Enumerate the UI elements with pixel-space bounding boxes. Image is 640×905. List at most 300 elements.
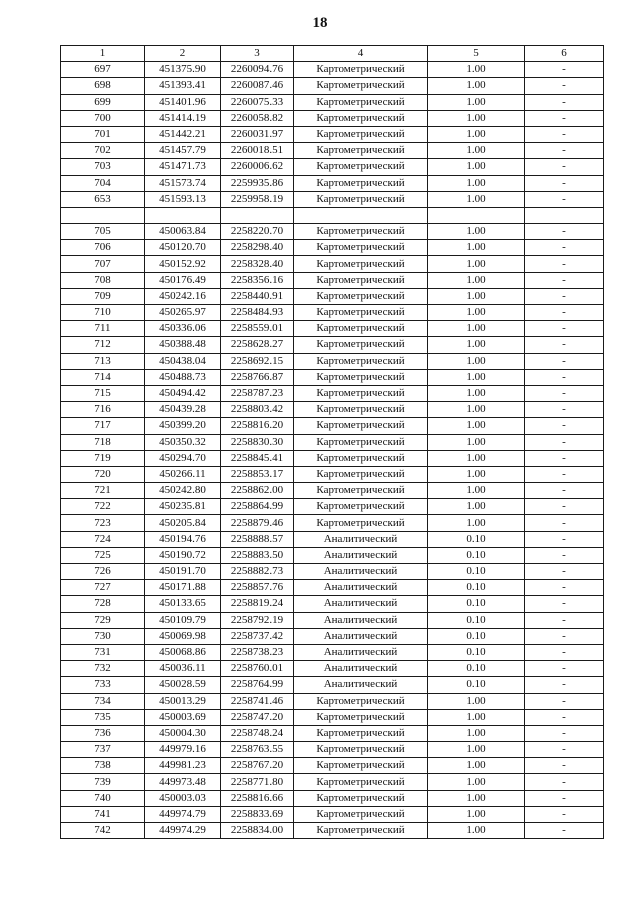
col-x-header: 2 xyxy=(145,46,221,62)
accuracy-cell: 1.00 xyxy=(428,126,525,142)
y-coordinate-cell: 2258484.93 xyxy=(221,305,294,321)
point-number-cell: 697 xyxy=(61,62,145,78)
description-cell: - xyxy=(525,110,604,126)
table-row xyxy=(61,191,604,207)
y-coordinate-cell: 2260094.76 xyxy=(221,62,294,78)
method-cell: Картометрический xyxy=(294,774,428,790)
accuracy-cell: 0.10 xyxy=(428,661,525,677)
accuracy-cell: 0.10 xyxy=(428,580,525,596)
method-cell: Картометрический xyxy=(294,337,428,353)
y-coordinate-cell: 2258692.15 xyxy=(221,353,294,369)
x-coordinate-cell: 450003.03 xyxy=(145,790,221,806)
table-row xyxy=(61,385,604,401)
table-row xyxy=(61,742,604,758)
method-cell: Картометрический xyxy=(294,353,428,369)
point-number-cell: 740 xyxy=(61,790,145,806)
method-cell: Картометрический xyxy=(294,78,428,94)
point-number-cell: 737 xyxy=(61,742,145,758)
coordinates-table xyxy=(60,45,604,839)
description-cell: - xyxy=(525,240,604,256)
description-cell: - xyxy=(525,175,604,191)
accuracy-cell: 1.00 xyxy=(428,337,525,353)
accuracy-cell: 1.00 xyxy=(428,499,525,515)
point-number-cell: 742 xyxy=(61,823,145,839)
y-coordinate-cell: 2258764.99 xyxy=(221,677,294,693)
x-coordinate-cell: 450013.29 xyxy=(145,693,221,709)
table-row xyxy=(61,564,604,580)
description-cell: - xyxy=(525,790,604,806)
y-coordinate-cell: 2259935.86 xyxy=(221,175,294,191)
x-coordinate-cell: 450028.59 xyxy=(145,677,221,693)
accuracy-cell: 1.00 xyxy=(428,288,525,304)
accuracy-cell: 0.10 xyxy=(428,612,525,628)
point-number-cell: 731 xyxy=(61,644,145,660)
y-coordinate-cell: 2258737.42 xyxy=(221,628,294,644)
y-coordinate-cell: 2258763.55 xyxy=(221,742,294,758)
y-coordinate-cell: 2258792.19 xyxy=(221,612,294,628)
table-row xyxy=(61,499,604,515)
method-cell: Аналитический xyxy=(294,612,428,628)
table-row xyxy=(61,256,604,272)
method-cell: Картометрический xyxy=(294,224,428,240)
table-row xyxy=(61,78,604,94)
x-coordinate-cell: 450036.11 xyxy=(145,661,221,677)
table-body xyxy=(61,62,604,839)
table-row xyxy=(61,823,604,839)
x-coordinate-cell: 450191.70 xyxy=(145,564,221,580)
method-cell: Картометрический xyxy=(294,305,428,321)
description-cell: - xyxy=(525,256,604,272)
table-row xyxy=(61,774,604,790)
point-number-cell: 706 xyxy=(61,240,145,256)
accuracy-cell: 0.10 xyxy=(428,628,525,644)
x-coordinate-cell: 450120.70 xyxy=(145,240,221,256)
x-coordinate-cell: 450194.76 xyxy=(145,531,221,547)
y-coordinate-cell: 2258328.40 xyxy=(221,256,294,272)
method-cell: Аналитический xyxy=(294,547,428,563)
point-number-cell: 716 xyxy=(61,402,145,418)
table-row xyxy=(61,110,604,126)
point-number-cell: 717 xyxy=(61,418,145,434)
table-row xyxy=(61,661,604,677)
y-coordinate-cell: 2260087.46 xyxy=(221,78,294,94)
table-row xyxy=(61,207,604,223)
header-row xyxy=(61,46,604,62)
x-coordinate-cell: 451471.73 xyxy=(145,159,221,175)
col-method-header: 4 xyxy=(294,46,428,62)
x-coordinate-cell: 450003.69 xyxy=(145,709,221,725)
y-coordinate-cell: 2259958.19 xyxy=(221,191,294,207)
accuracy-cell: 1.00 xyxy=(428,224,525,240)
description-cell: - xyxy=(525,758,604,774)
accuracy-cell: 1.00 xyxy=(428,110,525,126)
x-coordinate-cell: 451393.41 xyxy=(145,78,221,94)
description-cell: - xyxy=(525,580,604,596)
table-row xyxy=(61,725,604,741)
description-cell: - xyxy=(525,450,604,466)
y-coordinate-cell: 2258220.70 xyxy=(221,224,294,240)
x-coordinate-cell xyxy=(145,207,221,223)
table-row xyxy=(61,272,604,288)
description-cell: - xyxy=(525,337,604,353)
table-row xyxy=(61,677,604,693)
method-cell: Картометрический xyxy=(294,434,428,450)
table-row xyxy=(61,305,604,321)
method-cell: Картометрический xyxy=(294,175,428,191)
x-coordinate-cell: 450336.06 xyxy=(145,321,221,337)
table-row xyxy=(61,353,604,369)
accuracy-cell: 1.00 xyxy=(428,191,525,207)
description-cell: - xyxy=(525,742,604,758)
point-number-cell: 710 xyxy=(61,305,145,321)
accuracy-cell: 1.00 xyxy=(428,725,525,741)
point-number-cell: 734 xyxy=(61,693,145,709)
x-coordinate-cell: 450171.88 xyxy=(145,580,221,596)
y-coordinate-cell: 2258857.76 xyxy=(221,580,294,596)
point-number-cell: 713 xyxy=(61,353,145,369)
method-cell: Картометрический xyxy=(294,240,428,256)
x-coordinate-cell: 450266.11 xyxy=(145,466,221,482)
method-cell: Аналитический xyxy=(294,644,428,660)
method-cell: Картометрический xyxy=(294,418,428,434)
table-row xyxy=(61,531,604,547)
x-coordinate-cell: 450350.32 xyxy=(145,434,221,450)
point-number-cell: 727 xyxy=(61,580,145,596)
x-coordinate-cell: 450242.16 xyxy=(145,288,221,304)
method-cell: Картометрический xyxy=(294,483,428,499)
method-cell: Картометрический xyxy=(294,385,428,401)
y-coordinate-cell: 2260018.51 xyxy=(221,143,294,159)
description-cell: - xyxy=(525,305,604,321)
x-coordinate-cell: 449981.23 xyxy=(145,758,221,774)
table-row xyxy=(61,402,604,418)
method-cell xyxy=(294,207,428,223)
x-coordinate-cell: 451593.13 xyxy=(145,191,221,207)
accuracy-cell: 1.00 xyxy=(428,402,525,418)
description-cell: - xyxy=(525,191,604,207)
accuracy-cell: 0.10 xyxy=(428,644,525,660)
description-cell: - xyxy=(525,418,604,434)
x-coordinate-cell: 450294.70 xyxy=(145,450,221,466)
table-row xyxy=(61,126,604,142)
col-accuracy-header: 5 xyxy=(428,46,525,62)
accuracy-cell: 1.00 xyxy=(428,483,525,499)
x-coordinate-cell: 450176.49 xyxy=(145,272,221,288)
table-row xyxy=(61,62,604,78)
method-cell: Картометрический xyxy=(294,256,428,272)
y-coordinate-cell: 2258883.50 xyxy=(221,547,294,563)
y-coordinate-cell: 2258748.24 xyxy=(221,725,294,741)
accuracy-cell: 0.10 xyxy=(428,564,525,580)
x-coordinate-cell: 450399.20 xyxy=(145,418,221,434)
point-number-cell: 729 xyxy=(61,612,145,628)
y-coordinate-cell: 2258888.57 xyxy=(221,531,294,547)
y-coordinate-cell xyxy=(221,207,294,223)
description-cell: - xyxy=(525,353,604,369)
table-row xyxy=(61,693,604,709)
point-number-cell: 724 xyxy=(61,531,145,547)
description-cell xyxy=(525,207,604,223)
x-coordinate-cell: 450004.30 xyxy=(145,725,221,741)
x-coordinate-cell: 451457.79 xyxy=(145,143,221,159)
method-cell: Картометрический xyxy=(294,515,428,531)
point-number-cell: 726 xyxy=(61,564,145,580)
accuracy-cell: 1.00 xyxy=(428,369,525,385)
method-cell: Картометрический xyxy=(294,709,428,725)
description-cell: - xyxy=(525,823,604,839)
description-cell: - xyxy=(525,644,604,660)
point-number-cell: 720 xyxy=(61,466,145,482)
table-row xyxy=(61,288,604,304)
point-number-cell: 728 xyxy=(61,596,145,612)
point-number-cell: 698 xyxy=(61,78,145,94)
y-coordinate-cell: 2258298.40 xyxy=(221,240,294,256)
table-row xyxy=(61,94,604,110)
accuracy-cell: 1.00 xyxy=(428,418,525,434)
description-cell: - xyxy=(525,693,604,709)
method-cell: Картометрический xyxy=(294,806,428,822)
description-cell: - xyxy=(525,564,604,580)
table-row xyxy=(61,790,604,806)
y-coordinate-cell: 2258816.66 xyxy=(221,790,294,806)
page-number: 18 xyxy=(312,15,328,31)
accuracy-cell: 0.10 xyxy=(428,677,525,693)
point-number-cell: 705 xyxy=(61,224,145,240)
table-row xyxy=(61,709,604,725)
description-cell: - xyxy=(525,774,604,790)
description-cell: - xyxy=(525,94,604,110)
table-row xyxy=(61,547,604,563)
point-number-cell: 700 xyxy=(61,110,145,126)
accuracy-cell: 1.00 xyxy=(428,62,525,78)
description-cell: - xyxy=(525,661,604,677)
point-number-cell: 732 xyxy=(61,661,145,677)
x-coordinate-cell: 450494.42 xyxy=(145,385,221,401)
x-coordinate-cell: 450205.84 xyxy=(145,515,221,531)
x-coordinate-cell: 450190.72 xyxy=(145,547,221,563)
table-row xyxy=(61,612,604,628)
description-cell: - xyxy=(525,321,604,337)
table-header xyxy=(61,46,604,62)
table-row xyxy=(61,434,604,450)
accuracy-cell: 1.00 xyxy=(428,143,525,159)
y-coordinate-cell: 2258882.73 xyxy=(221,564,294,580)
y-coordinate-cell: 2260075.33 xyxy=(221,94,294,110)
y-coordinate-cell: 2258747.20 xyxy=(221,709,294,725)
accuracy-cell: 1.00 xyxy=(428,823,525,839)
description-cell: - xyxy=(525,143,604,159)
accuracy-cell: 1.00 xyxy=(428,450,525,466)
col-y-header: 3 xyxy=(221,46,294,62)
point-number-cell: 707 xyxy=(61,256,145,272)
description-cell: - xyxy=(525,159,604,175)
method-cell: Картометрический xyxy=(294,758,428,774)
x-coordinate-cell: 450488.73 xyxy=(145,369,221,385)
x-coordinate-cell: 449974.79 xyxy=(145,806,221,822)
description-cell: - xyxy=(525,547,604,563)
method-cell: Картометрический xyxy=(294,450,428,466)
point-number-cell: 725 xyxy=(61,547,145,563)
point-number-cell: 722 xyxy=(61,499,145,515)
y-coordinate-cell: 2258356.16 xyxy=(221,272,294,288)
description-cell: - xyxy=(525,677,604,693)
method-cell: Картометрический xyxy=(294,272,428,288)
point-number-cell: 719 xyxy=(61,450,145,466)
point-number-cell: 741 xyxy=(61,806,145,822)
method-cell: Картометрический xyxy=(294,823,428,839)
point-number-cell xyxy=(61,207,145,223)
table-row xyxy=(61,483,604,499)
method-cell: Картометрический xyxy=(294,369,428,385)
accuracy-cell: 1.00 xyxy=(428,806,525,822)
method-cell: Картометрический xyxy=(294,499,428,515)
description-cell: - xyxy=(525,78,604,94)
description-cell: - xyxy=(525,126,604,142)
x-coordinate-cell: 449979.16 xyxy=(145,742,221,758)
point-number-cell: 738 xyxy=(61,758,145,774)
method-cell: Аналитический xyxy=(294,677,428,693)
point-number-cell: 703 xyxy=(61,159,145,175)
table-row xyxy=(61,159,604,175)
point-number-cell: 708 xyxy=(61,272,145,288)
accuracy-cell: 1.00 xyxy=(428,305,525,321)
accuracy-cell: 0.10 xyxy=(428,596,525,612)
description-cell: - xyxy=(525,531,604,547)
x-coordinate-cell: 451442.21 xyxy=(145,126,221,142)
x-coordinate-cell: 451573.74 xyxy=(145,175,221,191)
y-coordinate-cell: 2258787.23 xyxy=(221,385,294,401)
point-number-cell: 712 xyxy=(61,337,145,353)
x-coordinate-cell: 450439.28 xyxy=(145,402,221,418)
x-coordinate-cell: 450068.86 xyxy=(145,644,221,660)
y-coordinate-cell: 2258628.27 xyxy=(221,337,294,353)
accuracy-cell: 1.00 xyxy=(428,321,525,337)
x-coordinate-cell: 450265.97 xyxy=(145,305,221,321)
point-number-cell: 730 xyxy=(61,628,145,644)
table-row xyxy=(61,580,604,596)
description-cell: - xyxy=(525,369,604,385)
description-cell: - xyxy=(525,806,604,822)
y-coordinate-cell: 2258853.17 xyxy=(221,466,294,482)
y-coordinate-cell: 2258760.01 xyxy=(221,661,294,677)
table-row xyxy=(61,224,604,240)
description-cell: - xyxy=(525,385,604,401)
accuracy-cell: 1.00 xyxy=(428,256,525,272)
table-row xyxy=(61,628,604,644)
description-cell: - xyxy=(525,612,604,628)
method-cell: Картометрический xyxy=(294,725,428,741)
col-point-number-header: 1 xyxy=(61,46,145,62)
x-coordinate-cell: 450063.84 xyxy=(145,224,221,240)
point-number-cell: 736 xyxy=(61,725,145,741)
description-cell: - xyxy=(525,62,604,78)
method-cell: Картометрический xyxy=(294,321,428,337)
table-row xyxy=(61,644,604,660)
x-coordinate-cell: 450438.04 xyxy=(145,353,221,369)
x-coordinate-cell: 449974.29 xyxy=(145,823,221,839)
method-cell: Картометрический xyxy=(294,110,428,126)
x-coordinate-cell: 450069.98 xyxy=(145,628,221,644)
method-cell: Картометрический xyxy=(294,466,428,482)
table-row xyxy=(61,369,604,385)
x-coordinate-cell: 450109.79 xyxy=(145,612,221,628)
table-row xyxy=(61,240,604,256)
accuracy-cell: 1.00 xyxy=(428,159,525,175)
table-row xyxy=(61,143,604,159)
description-cell: - xyxy=(525,515,604,531)
method-cell: Картометрический xyxy=(294,94,428,110)
y-coordinate-cell: 2258862.00 xyxy=(221,483,294,499)
description-cell: - xyxy=(525,499,604,515)
accuracy-cell: 1.00 xyxy=(428,353,525,369)
accuracy-cell: 1.00 xyxy=(428,774,525,790)
method-cell: Картометрический xyxy=(294,191,428,207)
method-cell: Аналитический xyxy=(294,628,428,644)
accuracy-cell: 0.10 xyxy=(428,531,525,547)
description-cell: - xyxy=(525,402,604,418)
y-coordinate-cell: 2258766.87 xyxy=(221,369,294,385)
method-cell: Картометрический xyxy=(294,288,428,304)
point-number-cell: 704 xyxy=(61,175,145,191)
method-cell: Картометрический xyxy=(294,62,428,78)
point-number-cell: 653 xyxy=(61,191,145,207)
y-coordinate-cell: 2260058.82 xyxy=(221,110,294,126)
accuracy-cell: 1.00 xyxy=(428,175,525,191)
y-coordinate-cell: 2258864.99 xyxy=(221,499,294,515)
table-row xyxy=(61,450,604,466)
point-number-cell: 715 xyxy=(61,385,145,401)
x-coordinate-cell: 450242.80 xyxy=(145,483,221,499)
point-number-cell: 701 xyxy=(61,126,145,142)
description-cell: - xyxy=(525,224,604,240)
accuracy-cell: 1.00 xyxy=(428,515,525,531)
table-row xyxy=(61,596,604,612)
method-cell: Картометрический xyxy=(294,402,428,418)
description-cell: - xyxy=(525,596,604,612)
description-cell: - xyxy=(525,628,604,644)
y-coordinate-cell: 2258830.30 xyxy=(221,434,294,450)
x-coordinate-cell: 450152.92 xyxy=(145,256,221,272)
accuracy-cell: 1.00 xyxy=(428,272,525,288)
accuracy-cell: 1.00 xyxy=(428,790,525,806)
accuracy-cell: 1.00 xyxy=(428,434,525,450)
y-coordinate-cell: 2258741.46 xyxy=(221,693,294,709)
accuracy-cell xyxy=(428,207,525,223)
y-coordinate-cell: 2258819.24 xyxy=(221,596,294,612)
accuracy-cell: 1.00 xyxy=(428,742,525,758)
accuracy-cell: 1.00 xyxy=(428,758,525,774)
x-coordinate-cell: 451401.96 xyxy=(145,94,221,110)
table-row xyxy=(61,337,604,353)
description-cell: - xyxy=(525,709,604,725)
y-coordinate-cell: 2258803.42 xyxy=(221,402,294,418)
y-coordinate-cell: 2258879.46 xyxy=(221,515,294,531)
method-cell: Аналитический xyxy=(294,596,428,612)
x-coordinate-cell: 450133.65 xyxy=(145,596,221,612)
accuracy-cell: 1.00 xyxy=(428,693,525,709)
description-cell: - xyxy=(525,725,604,741)
accuracy-cell: 1.00 xyxy=(428,709,525,725)
method-cell: Картометрический xyxy=(294,693,428,709)
x-coordinate-cell: 450235.81 xyxy=(145,499,221,515)
y-coordinate-cell: 2258559.01 xyxy=(221,321,294,337)
table-row xyxy=(61,321,604,337)
table-row xyxy=(61,515,604,531)
col-description-header: 6 xyxy=(525,46,604,62)
method-cell: Картометрический xyxy=(294,742,428,758)
method-cell: Аналитический xyxy=(294,580,428,596)
point-number-cell: 709 xyxy=(61,288,145,304)
